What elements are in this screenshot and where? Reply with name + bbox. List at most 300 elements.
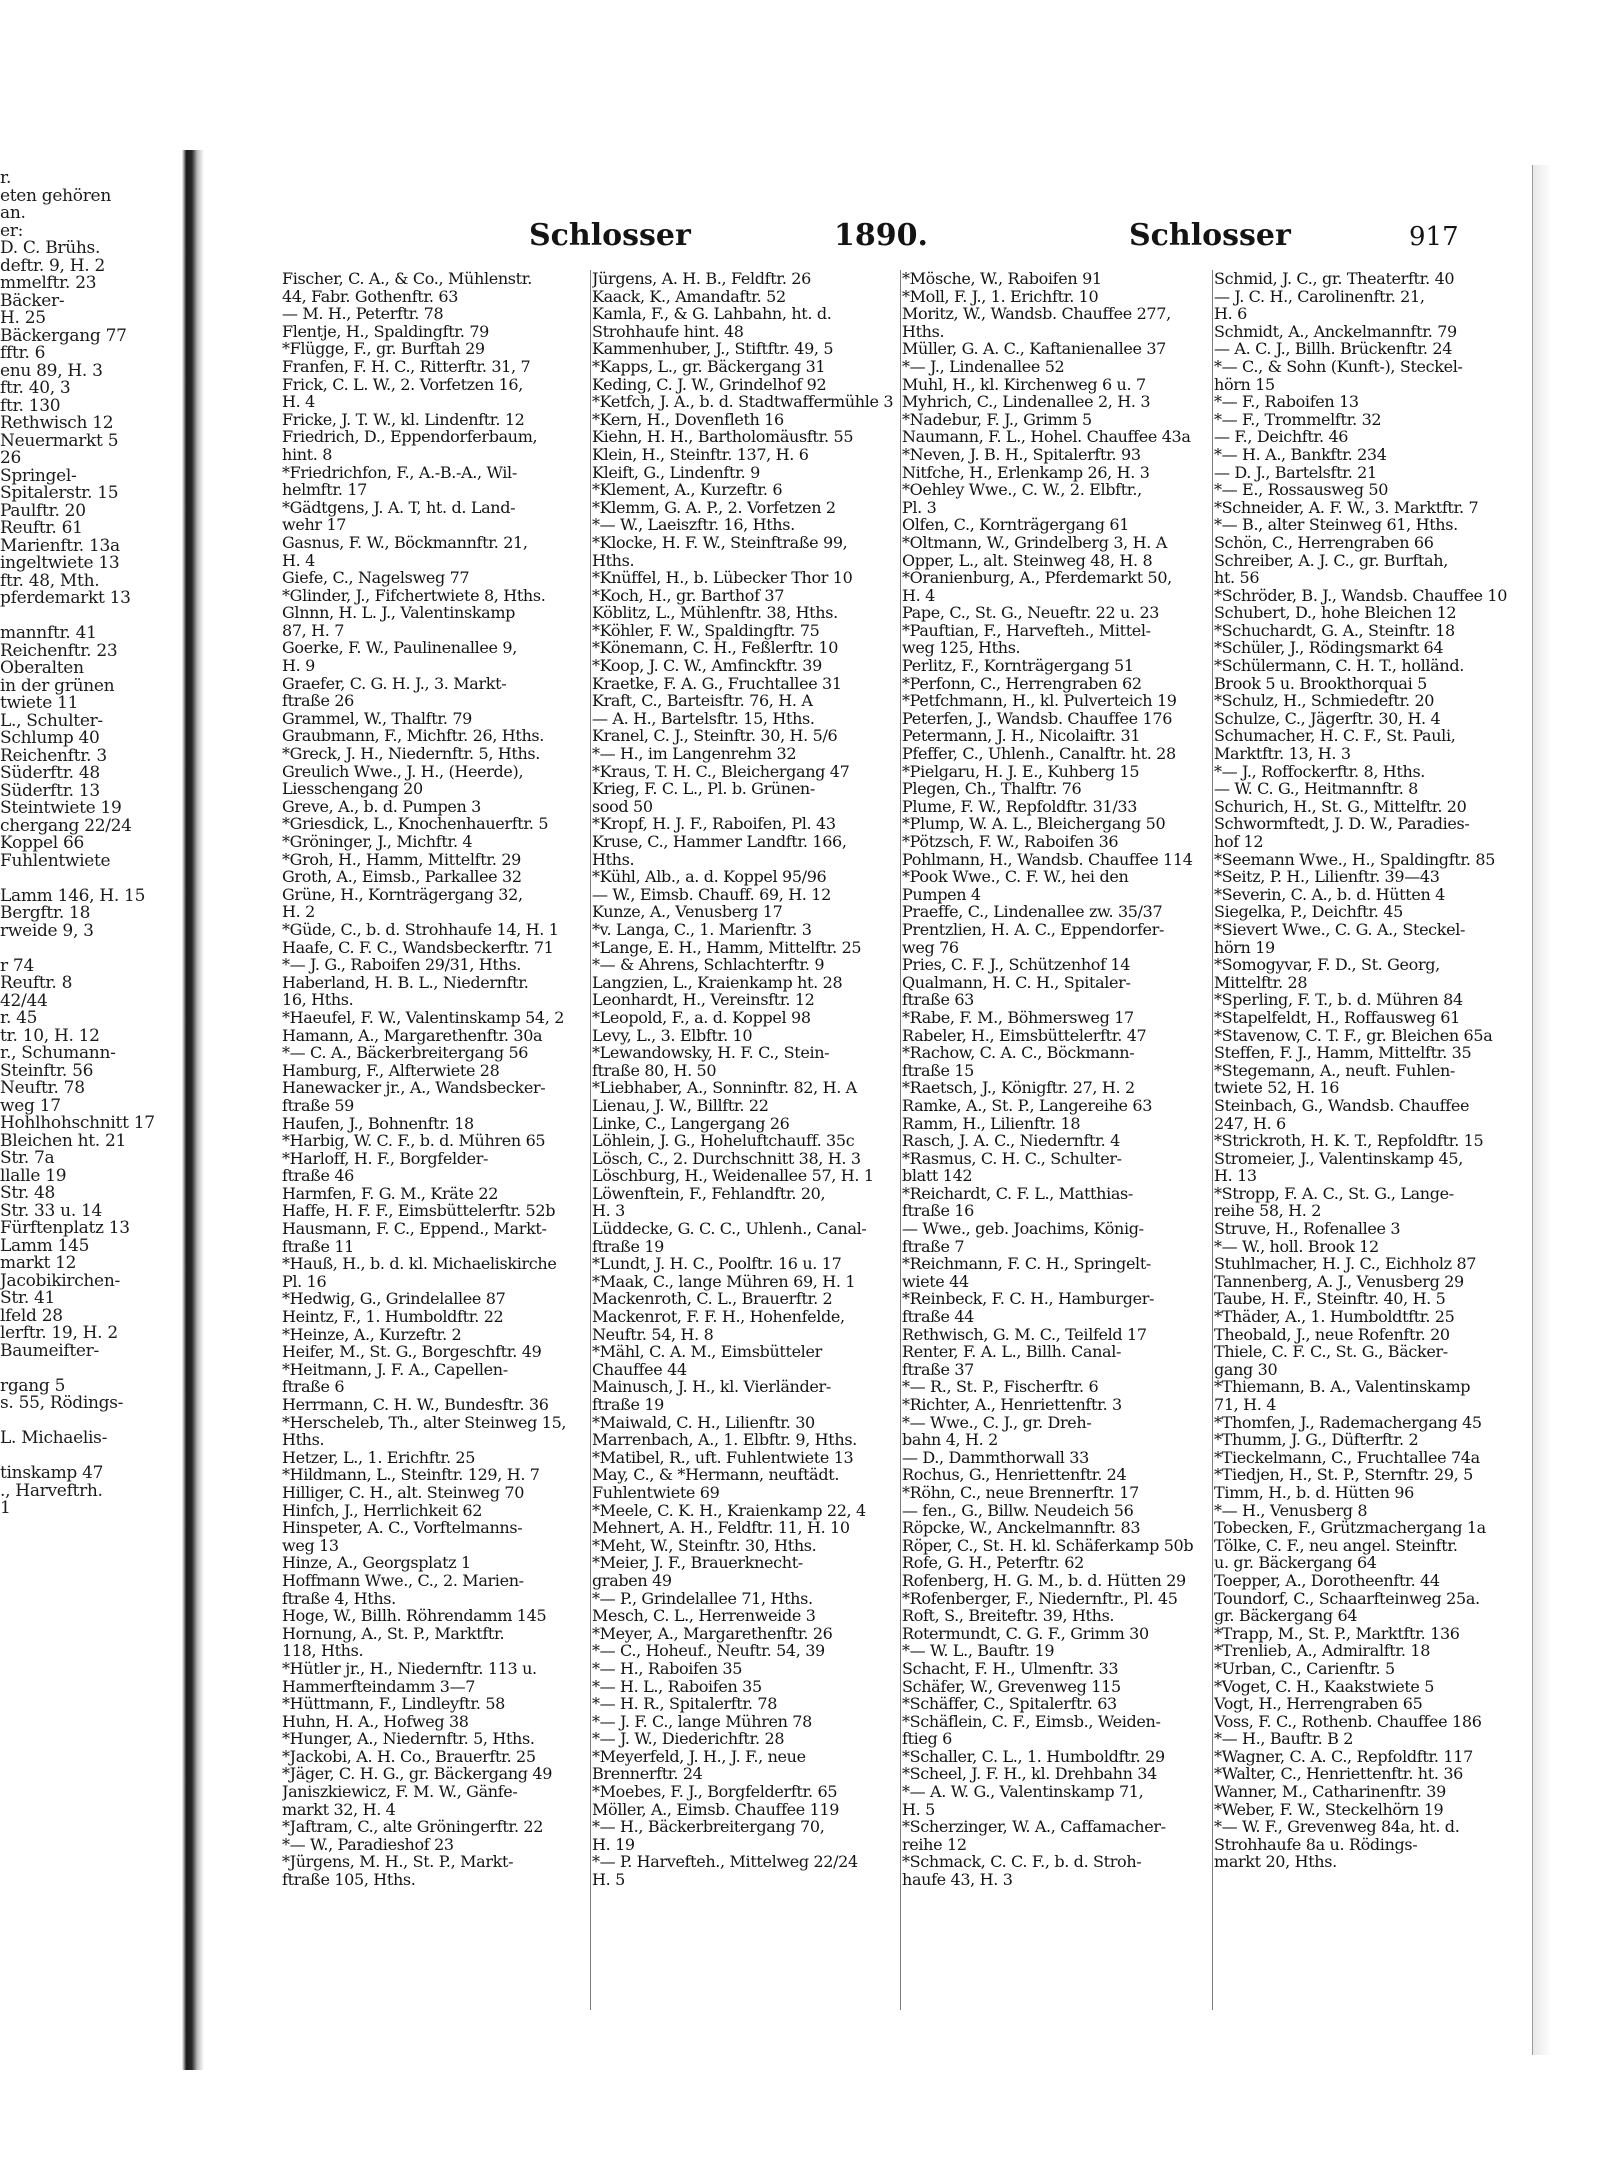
directory-entry-line: 247, H. 6 [1214,1113,1286,1133]
directory-entry-line: ftraße 105, Hths. [282,1870,416,1890]
directory-entry-line: Schmid, J. C., gr. Theaterftr. 40 [1214,270,1455,288]
directory-entry-line: Schäfer, W., Grevenweg 115 [902,1676,1121,1696]
header-trade-left: Schlosser [529,218,691,253]
directory-entry-line: Greve, A., b. d. Pumpen 3 [282,796,481,816]
directory-entry-line: *Walter, C., Henriettenftr. ht. 36 [1214,1764,1463,1784]
directory-entry-line: *Oehley Wwe., C. W., 2. Elbftr., [902,480,1142,500]
directory-entry-line: *Thumm, J. G., Düfterftr. 2 [1214,1430,1419,1450]
directory-entry-line: Rabeler, H., Eimsbüttelerftr. 47 [902,1025,1147,1045]
directory-entry-line: Leonhardt, H., Vereinsftr. 12 [592,990,815,1010]
left-page-line: Str. 33 u. 14 [0,1200,103,1221]
directory-entry-line: Wanner, M., Catharinenftr. 39 [1214,1782,1446,1802]
directory-page [204,160,1534,2060]
directory-entry-line: *Rachow, C. A. C., Böckmann- [902,1043,1135,1063]
directory-entry-line: *Plump, W. A. L., Bleichergang 50 [902,814,1166,834]
directory-entry-line: — F., Deichftr. 46 [1214,427,1349,447]
directory-entry-line: *— H., Bauftr. B 2 [1214,1729,1354,1749]
left-page-line: Str. 41 [0,1288,56,1308]
directory-entry-line: *Glinder, J., Fifchertwiete 8, Hths. [282,585,546,605]
directory-entry-line: *Maak, C., lange Mühren 69, H. 1 [592,1271,856,1291]
directory-entry-line: *Moll, F. J., 1. Erichftr. 10 [902,286,1099,306]
directory-entry-line: Tannenberg, A. J., Venusberg 29 [1214,1271,1464,1291]
directory-entry-line: Prentzlien, H. A. C., Eppendorfer- [902,919,1165,939]
directory-entry-line: *Gädtgens, J. A. T, ht. d. Land- [282,497,516,517]
directory-entry-line: *Thomfen, J., Rademachergang 45 [1214,1412,1482,1432]
left-page-line: ftr. 130 [0,395,61,416]
directory-entry-line: ftraße 19 [592,1236,664,1256]
directory-entry-line: *Schmack, C. C. F., b. d. Stroh- [902,1852,1142,1872]
directory-entry-line: *— F., Trommelftr. 32 [1214,409,1382,429]
directory-entry-line: Petermann, J. H., Nicolaiftr. 31 [902,726,1141,746]
directory-entry-line: *Haeufel, F. W., Valentinskamp 54, 2 [282,1007,565,1027]
directory-entry-line: *Flügge, F., gr. Burftah 29 [282,339,485,359]
directory-entry-line: *Urban, C., Carienftr. 5 [1214,1658,1395,1678]
left-page-fragment [0,160,182,2060]
directory-entry-line: *Reichardt, C. F. L., Matthias- [902,1183,1133,1203]
page-header [204,218,1534,258]
directory-entry-line: Praeffe, C., Lindenallee zw. 35/37 [902,902,1163,922]
directory-entry-line: Olfen, C., Kornträgergang 61 [902,515,1130,535]
left-page-line: Steintwiete 19 [0,798,122,818]
directory-entry-line: *Kraus, T. H. C., Bleichergang 47 [592,761,850,781]
directory-entry-line: *Schneider, A. F. W., 3. Marktftr. 7 [1214,497,1479,517]
directory-entry-line: *Matibel, R., uft. Fuhlentwiete 13 [592,1447,854,1467]
directory-entry-line: helmftr. 17 [282,480,367,500]
directory-entry-line: Strohhaufe 8a u. Rödings- [1214,1834,1418,1854]
directory-entry-line: Greulich Wwe., J. H., (Heerde), [282,761,524,781]
directory-entry-line: Timm, H., b. d. Hütten 96 [1214,1482,1414,1502]
directory-entry-line: Steinbach, G., Wandsb. Chauffee [1214,1095,1470,1115]
left-page-line [0,870,182,888]
directory-entry-line: ftraße 4, Hths. [282,1588,396,1608]
directory-entry-line: gr. Bäckergang 64 [1214,1606,1358,1626]
directory-entry-line: *Könemann, C. H., Feßlerftr. 10 [592,638,839,658]
left-page-line: Steinftr. 56 [0,1060,94,1081]
left-page-line: Reichenftr. 23 [0,640,118,661]
directory-entry-line: H. 9 [282,656,315,676]
column-2 [592,270,897,2060]
left-page-line: Str. 7a [0,1148,55,1168]
directory-entry-line: sood 50 [592,796,653,816]
directory-entry-line: Krieg, F. C. L., Pl. b. Grünen- [592,779,815,799]
directory-entry-line: *Thiemann, B. A., Valentinskamp [1214,1377,1471,1397]
directory-entry-line: *Nadebur, F. J., Grimm 5 [902,409,1092,429]
directory-entry-line: Hths. [592,849,635,869]
directory-entry-line: Haufen, J., Bohnenftr. 18 [282,1113,474,1133]
directory-entry-line: *Lange, E. H., Hamm, Mittelftr. 25 [592,937,862,957]
directory-entry-line: *Röhn, C., neue Brennerftr. 17 [902,1482,1139,1502]
left-page-line: Str. 48 [0,1183,56,1203]
directory-entry-line: wiete 44 [902,1271,969,1291]
directory-entry-line: *Sievert Wwe., C. G. A., Steckel- [1214,919,1466,939]
directory-entry-line: — W. C. G., Heitmannftr. 8 [1214,779,1419,799]
left-page-line: ftr. 40, 3 [0,378,71,398]
directory-entry-line: Lüddecke, G. C. C., Uhlenh., Canal- [592,1219,867,1239]
directory-entry-line: hörn 19 [1214,937,1275,957]
directory-entry-line: *Stapelfeldt, H., Roffausweg 61 [1214,1007,1460,1027]
directory-entry-line: Grammel, W., Thalftr. 79 [282,708,472,728]
directory-entry-line: Huhn, H. A., Hofweg 38 [282,1711,469,1731]
directory-entry-line: Frick, C. L. W., 2. Vorfetzen 16, [282,374,523,394]
directory-entry-line: Lösch, C., 2. Durchschnitt 38, H. 3 [592,1148,861,1168]
left-page-line: lerftr. 19, H. 2 [0,1323,118,1343]
directory-entry-line: Marrenbach, A., 1. Elbftr. 9, Hths. [592,1430,857,1450]
directory-entry-line: *Thäder, A., 1. Humboldtftr. 25 [1214,1307,1455,1327]
directory-entry-line: *— R., St. P., Fischerftr. 6 [902,1377,1099,1397]
directory-entry-line: Mittelftr. 28 [1214,972,1308,992]
directory-entry-line: Köblitz, L., Mühlenftr. 38, Hths. [592,603,838,623]
directory-entry-line: H. 4 [902,585,935,605]
directory-entry-line: ftraße 80, H. 50 [592,1060,717,1080]
directory-entry-line: Chauffee 44 [592,1359,687,1379]
directory-entry-line: Schmidt, A., Anckelmannftr. 79 [1214,321,1457,341]
directory-entry-line: H. 5 [592,1870,625,1890]
directory-entry-line: Ramke, A., St. P., Langereihe 63 [902,1095,1153,1115]
directory-entry-line: Schumacher, H. C. F., St. Pauli, [1214,726,1456,746]
directory-entry-line: Graubmann, F., Michftr. 26, Hths. [282,726,545,746]
directory-entry-line: Tölke, C. F., neu angel. Steinftr. [1214,1535,1458,1555]
directory-entry-line: *— W. L., Bauftr. 19 [902,1641,1055,1661]
directory-entry-line: Röper, C., St. H. kl. Schäferkamp 50b [902,1535,1194,1555]
directory-entry-line: *v. Langa, C., 1. Marienftr. 3 [592,919,812,939]
directory-entry-line: Marktftr. 13, H. 3 [1214,744,1351,764]
directory-entry-line: reihe 12 [902,1834,967,1854]
directory-entry-line: — J. C. H., Carolinenftr. 21, [1214,286,1425,306]
directory-entry-line: 16, Hths. [282,990,354,1010]
directory-entry-line: Haffe, H. F. F., Eimsbüttelerftr. 52b [282,1201,556,1221]
left-page-line: Fuhlentwiete [0,850,111,871]
directory-entry-line: *Meyer, A., Margarethenftr. 26 [592,1623,833,1643]
directory-entry-line: ftraße 37 [902,1359,974,1379]
directory-entry-line: Theobald, J., neue Rofenftr. 20 [1214,1324,1450,1344]
directory-entry-line: Qualmann, H. C. H., Spitaler- [902,972,1131,992]
directory-entry-line: Myhrich, C., Lindenallee 2, H. 3 [902,392,1151,412]
left-page-line: Lamm 145 [0,1235,90,1256]
directory-entry-line: *— J., Lindenallee 52 [902,356,1065,376]
directory-entry-line: *Harloff, H. F., Borgfelder- [282,1148,489,1168]
left-page-line: tr. 10, H. 12 [0,1025,100,1046]
directory-entry-line: *— H., im Langenrehm 32 [592,744,797,764]
directory-entry-line: H. 4 [282,550,315,570]
directory-entry-line: *Pielgaru, H. J. E., Kuhberg 15 [902,761,1140,781]
directory-entry-line: Flentje, H., Spaldingftr. 79 [282,321,489,341]
directory-entry-line: Rofenberg, H. G. M., b. d. Hütten 29 [902,1570,1186,1590]
directory-entry-line: *Schaller, C. L., 1. Humboldftr. 29 [902,1746,1165,1766]
directory-entry-line: — D., Dammthorwall 33 [902,1447,1089,1467]
left-page-line: Baumeifter- [0,1340,99,1361]
left-page-line: Bäckergang 77 [0,325,127,346]
directory-entry-line: *Hedwig, G., Grindelallee 87 [282,1289,506,1309]
left-page-line: Süderftr. 13 [0,780,100,801]
header-year: 1890. [834,218,928,253]
directory-entry-line: Fricke, J. T. W., kl. Lindenftr. 12 [282,409,525,429]
directory-entry-line: Hetzer, L., 1. Erichftr. 25 [282,1447,476,1467]
directory-entry-line: blatt 142 [902,1166,973,1186]
directory-entry-line: H. 3 [592,1201,625,1221]
directory-entry-line: *Scherzinger, W. A., Caffamacher- [902,1817,1166,1837]
directory-entry-line: Hths. [592,550,635,570]
directory-entry-line: *Neven, J. B. H., Spitalerftr. 93 [902,444,1141,464]
left-page-line: Marienftr. 13a [0,535,120,556]
directory-entry-line: *Richter, A., Henriettenftr. 3 [902,1395,1122,1414]
book-gutter [182,150,204,2070]
directory-entry-line: *— W., Laeiszftr. 16, Hths. [592,515,795,535]
directory-entry-line: markt 32, H. 4 [282,1799,396,1819]
directory-entry-line: *Heinze, A., Kurzeftr. 2 [282,1324,462,1344]
directory-entry-line: markt 20, Hths. [1214,1852,1337,1872]
directory-entry-line: haufe 43, H. 3 [902,1870,1013,1890]
directory-entry-line: — fen., G., Billw. Neudeich 56 [902,1500,1134,1520]
directory-entry-line: *— J. W., Diederichftr. 28 [592,1729,785,1749]
left-page-line: L., Schulter- [0,710,103,731]
directory-entry-line: Haafe, C. F. C., Wandsbeckerftr. 71 [282,937,554,957]
directory-entry-line: Pries, C. F. J., Schützenhof 14 [902,955,1131,975]
directory-entry-line: Toepper, A., Dorotheenftr. 44 [1214,1570,1440,1590]
directory-entry-line: *— W. F., Grevenweg 84a, ht. d. [1214,1817,1460,1837]
left-page-line: rweide 9, 3 [0,920,94,941]
directory-entry-line: Steffen, F. J., Hamm, Mittelftr. 35 [1214,1043,1472,1063]
directory-entry-line: Thiele, C. F. C., St. G., Bäcker- [1214,1342,1448,1362]
left-page-text [0,170,182,1518]
directory-entry-line: *Meht, W., Steinftr. 30, Hths. [592,1535,817,1555]
column-3 [902,270,1207,2060]
left-page-line: H. 25 [0,308,46,328]
directory-entry-line: *Greck, J. H., Niedernftr. 5, Hths. [282,744,541,764]
directory-entry-line: Schulze, C., Jägerftr. 30, H. 4 [1214,708,1441,728]
page-edge [1532,165,1551,2055]
directory-entry-line: *Meele, C. K. H., Kraienkamp 22, 4 [592,1500,866,1520]
directory-entry-line: *Rabe, F. M., Böhmersweg 17 [902,1007,1134,1027]
directory-entry-line: Siegelka, P., Deichftr. 45 [1214,902,1403,922]
left-page-line: markt 12 [0,1253,77,1273]
left-page-line: r 74 [0,955,34,976]
directory-entry-line: Janiszkiewicz, F. M. W., Gänfe- [282,1782,518,1802]
directory-entry-line: *Jackobi, A. H. Co., Brauerftr. 25 [282,1746,536,1766]
directory-entry-line: Grüne, H., Kornträgergang 32, [282,884,523,904]
left-page-line: ftr. 48, Mth. [0,570,100,591]
left-page-line: an. [0,203,26,223]
directory-entry-line: weg 125, Hths. [902,638,1021,658]
directory-entry-line: Plegen, Ch., Thalftr. 76 [902,779,1082,799]
directory-entry-line: *— W., Paradieshof 23 [282,1834,454,1854]
directory-entry-line: Hoge, W., Billh. Röhrendamm 145 [282,1606,547,1626]
directory-entry-line: Ramm, H., Lilienftr. 18 [902,1113,1081,1133]
directory-entry-line: *Severin, C. A., b. d. Hütten 4 [1214,884,1445,904]
directory-entry-line: *Rofenberger, F., Niedernftr., Pl. 45 [902,1588,1178,1608]
directory-entry-line: *Güde, C., b. d. Strohhaufe 14, H. 1 [282,919,559,939]
directory-entry-line: *— J. F. C., lange Mühren 78 [592,1711,812,1731]
directory-entry-line: *Schröder, B. J., Wandsb. Chauffee 10 [1214,585,1508,605]
directory-entry-line: *Trapp, M., St. P., Marktftr. 136 [1214,1623,1460,1643]
directory-entry-line: *Moebes, F. J., Borgfelderftr. 65 [592,1782,838,1802]
left-page-line: r. 45 [0,1008,38,1028]
directory-entry-line: ftraße 26 [282,691,354,711]
left-page-line: rgang 5 [0,1375,66,1396]
directory-entry-line: Mesch, C. L., Herrenweide 3 [592,1606,816,1626]
directory-entry-line: Klein, H., Steinftr. 137, H. 6 [592,444,809,464]
directory-entry-line: Liesschengang 20 [282,779,423,799]
directory-entry-line: Perlitz, F., Kornträgergang 51 [902,656,1134,676]
directory-entry-line: Hoffmann Wwe., C., 2. Marien- [282,1570,524,1590]
left-page-line: Bäcker- [0,290,65,311]
directory-entry-line: *Stegemann, A., neuft. Fuhlen- [1214,1060,1455,1080]
directory-entry-line: graben 49 [592,1570,672,1590]
directory-entry-line: Pape, C., St. G., Neueftr. 22 u. 23 [902,603,1160,623]
directory-entry-line: *Klocke, H. F. W., Steinftraße 99, [592,532,848,552]
directory-entry-line: Taube, H. F., Steinftr. 40, H. 5 [1214,1289,1446,1309]
directory-entry-line: *— E., Rossausweg 50 [1214,480,1389,500]
directory-entry-line: *— A. W. G., Valentinskamp 71, [902,1782,1144,1802]
directory-entry-line: *Stropp, F. A. C., St. G., Lange- [1214,1183,1454,1203]
directory-entry-line: — Wwe., geb. Joachims, König- [902,1219,1144,1239]
left-page-line: chergang 22/24 [0,815,132,836]
directory-entry-line: *Knüffel, H., b. Lübecker Thor 10 [592,568,853,588]
directory-entry-line: *Perfonn, C., Herrengraben 62 [902,673,1142,693]
directory-entry-line: Fischer, C. A., & Co., Mühlenstr. [282,270,533,288]
directory-entry-line: *Lundt, J. H. C., Poolftr. 16 u. 17 [592,1254,842,1274]
directory-entry-line: *Reinbeck, F. C. H., Hamburger- [902,1289,1155,1309]
directory-entry-line: Pfeffer, C., Uhlenh., Canalftr. ht. 28 [902,744,1176,764]
directory-entry-line: Vogt, H., Herrengraben 65 [1214,1694,1423,1714]
directory-entry-line: ftraße 7 [902,1236,965,1256]
directory-entry-line: *Kühl, Alb., a. d. Koppel 95/96 [592,867,827,887]
directory-entry-line: Kranel, C. J., Steinftr. 30, H. 5/6 [592,726,838,746]
directory-entry-line: Kaack, K., Amandaftr. 52 [592,286,786,306]
directory-entry-line: *Tieckelmann, C., Fruchtallee 74a [1214,1447,1480,1467]
directory-entry-line: — A. H., Bartelsftr. 15, Hths. [592,708,815,728]
directory-entry-line: *Voget, C. H., Kaakstwiete 5 [1214,1676,1435,1696]
directory-entry-line: *Somogyvar, F. D., St. Georg, [1214,955,1440,975]
left-page-line: 26 [0,448,22,468]
directory-entry-line: — A. C. J., Billh. Brückenftr. 24 [1214,339,1453,359]
directory-entry-line: Pl. 3 [902,497,937,517]
directory-entry-line: *— C. A., Bäckerbreitergang 56 [282,1043,529,1063]
directory-entry-line: Hinspeter, A. C., Vorftelmanns- [282,1518,523,1538]
directory-entry-line: Stuhlmacher, H. J. C., Eichholz 87 [1214,1254,1477,1274]
directory-entry-line: *Groh, H., Hamm, Mittelftr. 29 [282,849,521,869]
directory-entry-line: ftraße 63 [902,990,974,1010]
directory-entry-line: hint. 8 [282,444,333,464]
directory-entry-line: *Jaftram, C., alte Gröningerftr. 22 [282,1817,544,1837]
directory-entry-line: ftraße 16 [902,1201,974,1221]
directory-entry-line: *Mösche, W., Raboifen 91 [902,270,1102,288]
directory-entry-line: *Kropf, H. J. F., Raboifen, Pl. 43 [592,814,836,834]
directory-entry-line: Naumann, F. L., Hohel. Chauffee 43a [902,427,1191,447]
left-page-line: Jacobikirchen- [0,1270,120,1291]
directory-entry-line: bahn 4, H. 2 [902,1430,998,1450]
directory-entry-line: Plume, F. W., Repfoldftr. 31/33 [902,796,1138,816]
directory-entry-line: *Koop, J. C. W., Amfinckftr. 39 [592,656,822,676]
directory-entry-line: Rotermundt, C. G. F., Grimm 30 [902,1623,1149,1643]
directory-entry-line: — D. J., Bartelsftr. 21 [1214,462,1377,482]
left-page-line: ingeltwiete 13 [0,553,120,573]
directory-entry-line: *— C., Hoheuf., Neuftr. 54, 39 [592,1641,825,1661]
directory-entry-line: Linke, C., Langergang 26 [592,1113,790,1133]
directory-entry-line: H. 2 [282,902,315,922]
directory-entry-line: Hinze, A., Georgsplatz 1 [282,1553,471,1573]
directory-entry-line: *Liebhaber, A., Sonninftr. 82, H. A [592,1078,857,1098]
directory-entry-line: Hamburg, F., Alfterwiete 28 [282,1060,500,1080]
directory-entry-line: *— Wwe., C. J., gr. Dreh- [902,1412,1092,1432]
directory-entry-line: Schwormftedt, J. D. W., Paradies- [1214,814,1470,834]
directory-entry-line: Roft, S., Breiteftr. 39, Hths. [902,1606,1115,1626]
left-page-line: Springel- [0,465,77,486]
directory-entry-line: Fuhlentwiete 69 [592,1482,720,1502]
directory-entry-line: *Tiedjen, H., St. P., Sternftr. 29, 5 [1214,1465,1473,1485]
directory-entry-line: *— H., Raboifen 35 [592,1658,743,1678]
directory-entry-line: Mehnert, A. H., Feldftr. 11, H. 10 [592,1518,850,1538]
directory-entry-line: *— J., Roffockerftr. 8, Hths. [1214,761,1426,781]
left-page-line: Schlump 40 [0,728,100,748]
directory-entry-line: *Trenlieb, A., Admiralftr. 18 [1214,1641,1431,1661]
directory-entry-line: Heintz, F., 1. Humboldftr. 22 [282,1307,504,1327]
directory-entry-line: Hamann, A., Margarethenftr. 30a [282,1025,543,1045]
left-page-line: pferdemarkt 13 [0,588,131,608]
left-page-line: tinskamp 47 [0,1463,104,1483]
directory-entry-line: Voss, F. C., Rothenb. Chauffee 186 [1214,1711,1482,1731]
directory-entry-line: 87, H. 7 [282,620,345,640]
directory-entry-line: Langzien, L., Kraienkamp ht. 28 [592,972,843,992]
directory-entry-line: H. 19 [592,1834,635,1854]
directory-entry-line: Kamla, F., & G. Lahbahn, ht. d. [592,304,832,324]
column-1 [282,270,587,2060]
directory-entry-line: *Pook Wwe., C. F. W., hei den [902,867,1129,887]
directory-entry-line: *Oranienburg, A., Pferdemarkt 50, [902,568,1172,588]
left-page-line: r. [0,168,12,188]
left-page-line: enu 89, H. 3 [0,360,103,381]
left-page-line: Oberalten [0,658,84,678]
directory-entry-line: ftraße 44 [902,1307,974,1327]
directory-entry-line: *Ketfch, J. A., b. d. Stadtwaffermühle 3 [592,392,894,412]
directory-entry-line: gang 30 [1214,1359,1278,1379]
directory-entry-line: Nitfche, H., Erlenkamp 26, H. 3 [902,462,1150,482]
left-page-line: lfeld 28 [0,1305,63,1326]
directory-entry-line: Brook 5 u. Brookthorquai 5 [1214,673,1427,693]
directory-entry-line: Friedrich, D., Eppendorferbaum, [282,427,538,447]
directory-entry-line: *Kapps, L., gr. Bäckergang 31 [592,356,826,376]
directory-entry-line: *Lewandowsky, H. F. C., Stein- [592,1043,830,1063]
column-4 [1214,270,1519,2060]
directory-entry-line: Kiehn, H. H., Bartholomäusftr. 55 [592,427,854,447]
directory-entry-line: Herrmann, C. H. W., Bundesftr. 36 [282,1395,549,1414]
directory-entry-line: Struve, H., Rofenallee 3 [1214,1219,1401,1239]
directory-entry-line: Kleift, G., Lindenftr. 9 [592,462,760,482]
directory-entry-line: Levy, L., 3. Elbftr. 10 [592,1025,753,1045]
directory-entry-line: Hinfch, J., Herrlichkeit 62 [282,1500,483,1520]
directory-entry-line: *Köhler, F. W., Spaldingftr. 75 [592,620,820,640]
directory-entry-line: *Seitz, P. H., Lilienftr. 39—43 [1214,867,1440,887]
directory-entry-line: reihe 58, H. 2 [1214,1201,1322,1221]
left-page-line: eten gehören [0,185,111,206]
directory-entry-line: *— H., Bäckerbreitergang 70, [592,1817,825,1837]
directory-entry-line: *Griesdick, L., Knochenhauerftr. 5 [282,814,549,834]
directory-entry-line: Hornung, A., St. P., Marktftr. [282,1623,505,1643]
directory-columns [204,270,1534,2060]
left-page-line: Neuftr. 78 [0,1078,85,1098]
directory-entry-line: 44, Fabr. Gothenftr. 63 [282,286,459,306]
directory-entry-line: *— B., alter Steinweg 61, Hths. [1214,515,1458,535]
directory-entry-line: Lienau, J. W., Billftr. 22 [592,1095,769,1115]
directory-entry-line: Gasnus, F. W., Böckmannftr. 21, [282,532,528,552]
directory-entry-line: *Schülermann, C. H. T., holländ. [1214,656,1464,676]
directory-entry-line: Neuftr. 54, H. 8 [592,1324,714,1344]
left-page-line: Bleichen ht. 21 [0,1130,127,1151]
directory-entry-line: *Seemann Wwe., H., Spaldingftr. 85 [1214,849,1496,869]
directory-entry-line: ftieg 6 [902,1729,952,1749]
directory-entry-line: *Rasmus, C. H. C., Schulter- [902,1148,1122,1168]
directory-entry-line: Mackenrot, F. F. H., Hohenfelde, [592,1307,845,1327]
directory-entry-line: — W., Eimsb. Chauff. 69, H. 12 [592,884,831,904]
